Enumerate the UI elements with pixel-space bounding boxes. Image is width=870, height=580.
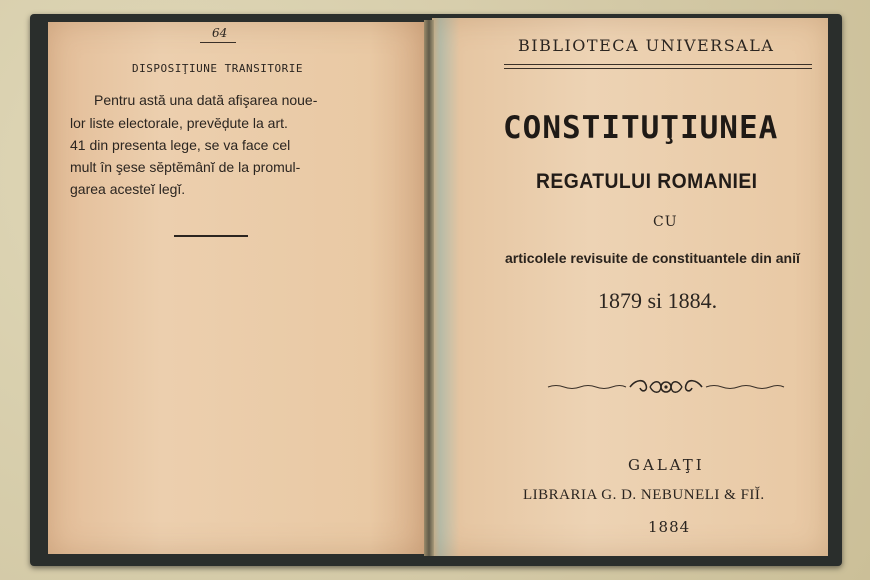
years: 1879 si 1884. [598,288,718,313]
publisher: LIBRARIA G. D. NEBUNELI & FIĬ. [523,487,765,503]
page-number: 64 [212,26,228,40]
series-rule [504,64,812,65]
series-rule [504,68,812,69]
book-gutter [424,20,434,556]
description: articolele revisuite de constituantele din aniĭ [505,250,800,266]
ornament-icon [546,376,786,398]
text-line: Pentru astă una dată afişarea noue- [94,92,318,108]
section-divider [174,235,248,237]
text-line: mult în şese sĕptĕmânĭ de la promul- [70,159,301,175]
text-line: lor liste electorale, prevĕḑute la art. [70,115,288,131]
city: GALAŢI [628,456,705,474]
subtitle: REGATULUI ROMANIEI [536,170,758,193]
left-heading: DISPOSIŢIUNE TRANSITORIE [132,62,303,75]
text-line: 41 din presenta lege, se va face cel [70,137,291,153]
connector-word: CU [653,214,678,230]
publication-year: 1884 [648,518,691,536]
page-number-underline [200,42,236,43]
main-title: CONSTITUŢIUNEA [503,110,779,146]
right-page [432,18,828,556]
text-line: garea acesteĭ legĭ. [70,181,186,197]
series-title: BIBLIOTECA UNIVERSALA [518,36,775,55]
